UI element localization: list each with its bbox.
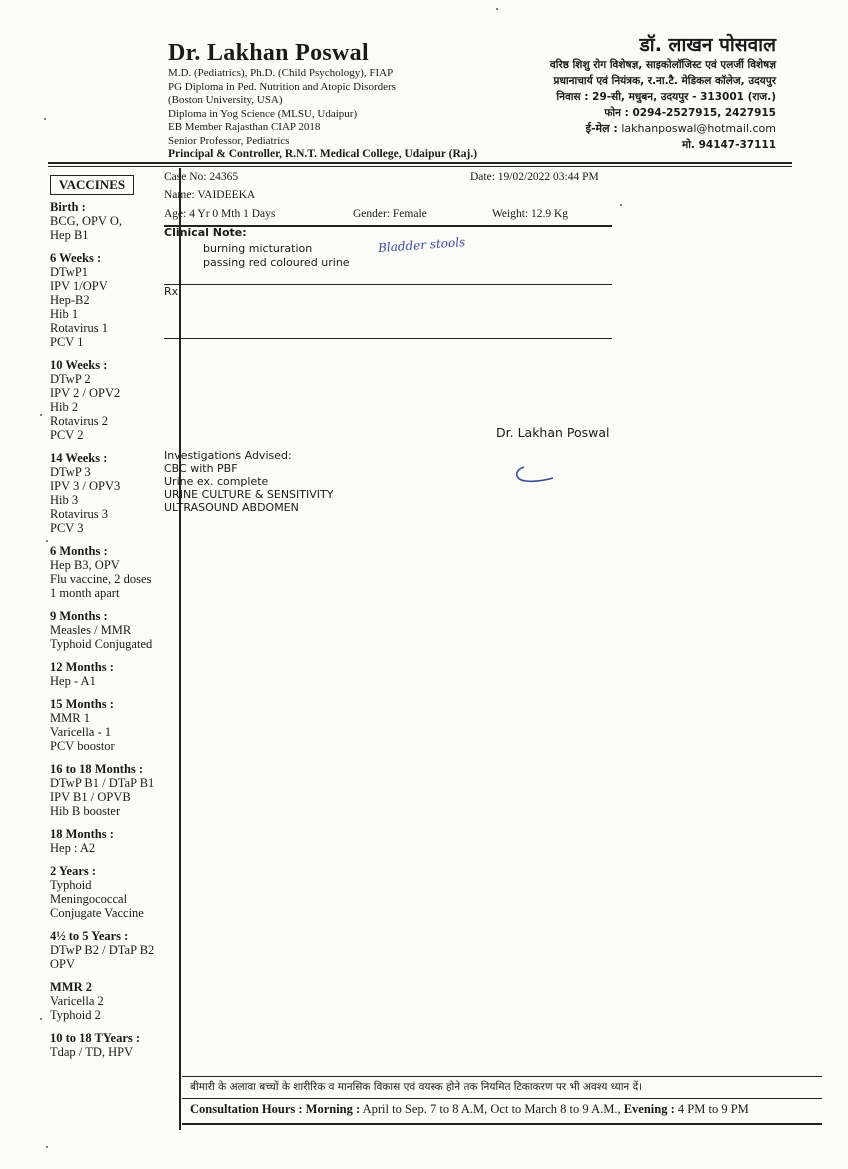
- vaccine-item: Meningococcal: [50, 892, 128, 906]
- hindi-header: [550, 31, 776, 153]
- vaccine-item: Varicella 2: [50, 994, 104, 1008]
- footer-bottom-line: [182, 1123, 822, 1125]
- column-divider: [179, 168, 181, 1130]
- investigation-item: Urine ex. complete: [164, 475, 269, 488]
- vaccine-item: Hib 3: [50, 493, 79, 507]
- vaccine-group-heading: 6 Months :: [50, 544, 108, 558]
- investigation-item: CBC with PBF: [164, 462, 238, 475]
- vaccine-item: PCV 1: [50, 335, 84, 349]
- patient-age: Age: 4 Yr 0 Mth 1 Days: [164, 208, 276, 220]
- qualification-line: EB Member Rajasthan CIAP 2018: [168, 121, 321, 133]
- vaccine-group-heading: MMR 2: [50, 980, 92, 994]
- vaccine-group-heading: 10 Weeks :: [50, 358, 108, 372]
- vaccine-item: IPV B1 / OPVB: [50, 790, 131, 804]
- evening-hours: 4 PM to 9 PM: [677, 1102, 749, 1116]
- vaccine-item: Tdap / TD, HPV: [50, 1045, 134, 1059]
- vaccine-group: [50, 251, 178, 349]
- vaccine-item: OPV: [50, 957, 76, 971]
- vaccine-item: Rotavirus 1: [50, 321, 108, 335]
- hindi-phone: फोन : 0294-2527915, 2427915: [604, 107, 776, 119]
- qualifications-block: [168, 67, 477, 162]
- visit-date: Date: 19/02/2022 03:44 PM: [470, 171, 599, 183]
- vaccine-group: [50, 451, 178, 535]
- hindi-address: निवास : 29-सी, मधुबन, उदयपुर - 313001 (राज.): [556, 91, 776, 103]
- vaccine-item: Rotavirus 3: [50, 507, 108, 521]
- morning-hours: April to Sep. 7 to 8 A.M, Oct to March 8 to 9 A.M.,: [362, 1102, 621, 1116]
- scan-speck: [40, 414, 42, 416]
- vaccine-item: Typhoid: [50, 878, 92, 892]
- signature-name: Dr. Lakhan Poswal: [496, 425, 610, 440]
- vaccine-item: Rotavirus 2: [50, 414, 108, 428]
- vaccine-item: PCV 2: [50, 428, 84, 442]
- vaccine-group-heading: 18 Months :: [50, 827, 114, 841]
- footer-top-line: [182, 1076, 822, 1077]
- vaccine-item: Hib 1: [50, 307, 79, 321]
- clinical-note-heading: Clinical Note:: [164, 226, 247, 239]
- clinical-divider: [164, 284, 612, 285]
- vaccine-group: [50, 609, 178, 651]
- vaccine-group: [50, 358, 178, 442]
- patient-weight: Weight: 12.9 Kg: [492, 208, 569, 220]
- header-divider-thin: [48, 166, 792, 167]
- vaccine-item: DTwP 3: [50, 465, 91, 479]
- vaccine-item: Conjugate Vaccine: [50, 906, 144, 920]
- vaccine-group: [50, 1031, 178, 1059]
- investigation-item: URINE CULTURE & SENSITIVITY: [164, 488, 334, 501]
- handwritten-signature-mark: [512, 462, 556, 486]
- vaccine-item: BCG, OPV O,: [50, 214, 123, 228]
- vaccine-group-heading: Birth :: [50, 200, 86, 214]
- vaccine-item: IPV 2 / OPV2: [50, 386, 121, 400]
- vaccine-group-heading: 10 to 18 TYears :: [50, 1031, 141, 1045]
- vaccine-item: PCV boostor: [50, 739, 115, 753]
- vaccine-item: Hep-B2: [50, 293, 90, 307]
- consultation-hours: [190, 1102, 749, 1117]
- footer-hindi-note: बीमारी के अलावा बच्चों के शारीरिक व मानसिक विकास एवं वयस्क होने तक नियमित टिकाकरण पर भी अवश्य ध्यान दें।: [190, 1081, 643, 1093]
- qualification-line: M.D. (Pediatrics), Ph.D. (Child Psychology), FIAP: [168, 67, 394, 79]
- vaccine-group-heading: 16 to 18 Months :: [50, 762, 144, 776]
- vaccine-schedule: [50, 200, 178, 1068]
- handwritten-note: Bladder stools: [377, 234, 466, 256]
- vaccine-group: [50, 980, 178, 1022]
- scan-speck: [44, 118, 46, 120]
- investigations-heading: Investigations Advised:: [164, 449, 292, 462]
- hindi-position: प्रधानाचार्य एवं नियंत्रक, र.ना.टै. मेडिकल कॉलेज, उदयपुर: [553, 75, 776, 87]
- vaccine-item: PCV 3: [50, 521, 84, 535]
- vaccine-item: Hep : A2: [50, 841, 96, 855]
- qualification-line: Senior Professor, Pediatrics: [168, 134, 290, 147]
- clinical-note-line: burning micturation: [203, 242, 313, 255]
- vaccine-item: DTwP1: [50, 265, 89, 279]
- hindi-specialty: वरिष्ठ शिशु रोग विशेषज्ञ, साइकोलॉजिस्ट एवं एलर्जी विशेषज्ञ: [549, 59, 776, 71]
- vaccine-item: Hib B booster: [50, 804, 121, 818]
- vaccines-title: VACCINES: [50, 175, 134, 195]
- vaccine-item: Hep B1: [50, 228, 89, 242]
- investigation-item: ULTRASOUND ABDOMEN: [164, 501, 299, 514]
- clinical-note-line: passing red coloured urine: [203, 256, 350, 269]
- vaccine-item: DTwP B1 / DTaP B1: [50, 776, 155, 790]
- vaccine-item: IPV 3 / OPV3: [50, 479, 121, 493]
- vaccine-group-heading: 6 Weeks :: [50, 251, 102, 265]
- vaccine-item: MMR 1: [50, 711, 90, 725]
- vaccine-group: [50, 660, 178, 688]
- header-divider: [48, 162, 792, 164]
- vaccine-group: [50, 762, 178, 818]
- patient-gender: Gender: Female: [353, 208, 427, 220]
- email-label: ई-मेल :: [585, 122, 618, 135]
- vaccine-item: Typhoid Conjugated: [50, 637, 153, 651]
- evening-label: Evening :: [623, 1102, 675, 1116]
- position-line: Principal & Controller, R.N.T. Medical College, Udaipur (Raj.): [168, 148, 478, 160]
- vaccine-item: Hep B3, OPV: [50, 558, 120, 572]
- vaccine-item: Flu vaccine, 2 doses: [50, 572, 152, 586]
- rx-label: Rx: [164, 285, 179, 298]
- vaccine-group-heading: 12 Months :: [50, 660, 114, 674]
- qualification-line: Diploma in Yog Science (MLSU, Udaipur): [168, 107, 358, 120]
- vaccine-group-heading: 4½ to 5 Years :: [50, 929, 129, 943]
- qualification-line: PG Diploma in Ped. Nutrition and Atopic Disorders: [168, 80, 396, 93]
- scan-speck: [46, 540, 48, 542]
- vaccine-group-heading: 9 Months :: [50, 609, 108, 623]
- vaccine-group-heading: 14 Weeks :: [50, 451, 108, 465]
- hindi-doctor-name: डॉ. लाखन पोसवाल: [639, 34, 776, 56]
- vaccine-item: Varicella - 1: [50, 725, 112, 739]
- vaccine-group: [50, 864, 178, 920]
- vaccine-group: [50, 544, 178, 600]
- mobile-number: मो. 94147-37111: [681, 139, 776, 151]
- scan-speck: [46, 1146, 48, 1148]
- case-number: Case No: 24365: [164, 171, 239, 183]
- vaccine-group: [50, 697, 178, 753]
- vaccine-group-heading: 15 Months :: [50, 697, 114, 711]
- vaccine-item: Typhoid 2: [50, 1008, 101, 1022]
- vaccine-item: DTwP B2 / DTaP B2: [50, 943, 155, 957]
- rx-divider: [164, 338, 612, 339]
- vaccine-item: Hep - A1: [50, 674, 96, 688]
- vaccine-item: Hib 2: [50, 400, 79, 414]
- vaccine-group: [50, 827, 178, 855]
- vaccine-item: Measles / MMR: [50, 623, 132, 637]
- vaccine-group: [50, 929, 178, 971]
- morning-label: Morning :: [305, 1102, 361, 1116]
- patient-name: Name: VAIDEEKA: [164, 189, 256, 201]
- doctor-name: Dr. Lakhan Poswal: [168, 40, 369, 66]
- email-address: lakhanposwal@hotmail.com: [621, 122, 776, 135]
- consult-label: Consultation Hours :: [190, 1102, 303, 1116]
- email-line: [550, 121, 776, 137]
- vaccine-item: IPV 1/OPV: [50, 279, 108, 293]
- scan-speck: [40, 1018, 42, 1020]
- vaccine-group-heading: 2 Years :: [50, 864, 97, 878]
- qualification-line: (Boston University, USA): [168, 94, 283, 106]
- vaccine-item: DTwP 2: [50, 372, 91, 386]
- vaccine-group: [50, 200, 178, 242]
- scan-speck: [496, 8, 498, 10]
- vaccine-item: 1 month apart: [50, 586, 120, 600]
- scan-speck: [620, 204, 622, 206]
- footer-divider: [182, 1098, 822, 1099]
